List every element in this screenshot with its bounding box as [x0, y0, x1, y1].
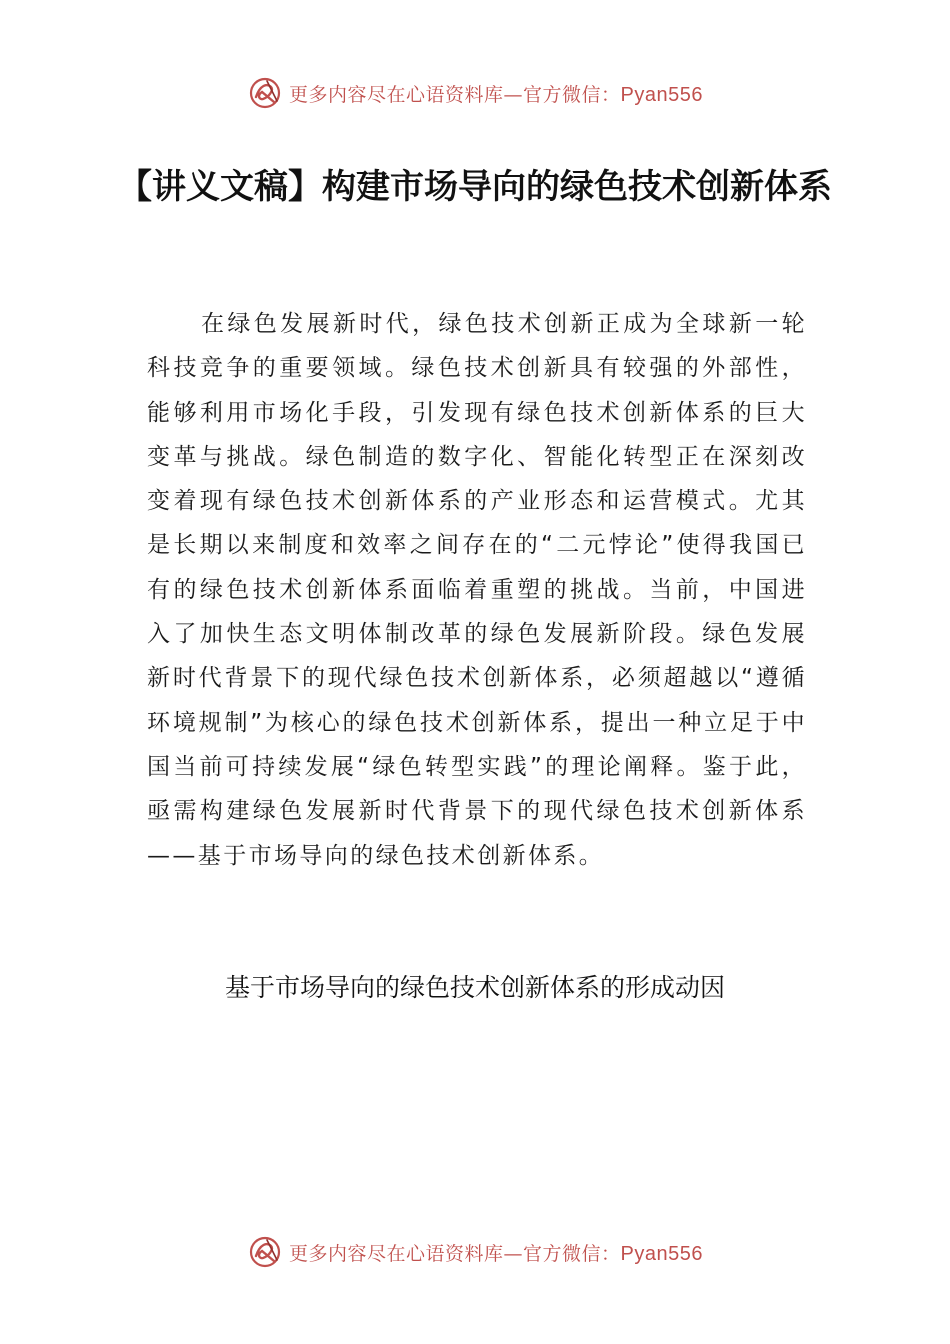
footer-banner-text: 更多内容尽在心语资料库—官方微信：Pyan556: [289, 1242, 703, 1265]
header-banner-text: 更多内容尽在心语资料库—官方微信：Pyan556: [289, 83, 703, 106]
section-heading: 基于市场导向的绿色技术创新体系的形成动因: [224, 973, 725, 1002]
footer-wechat-id: Pyan556: [620, 1242, 703, 1265]
header-wechat-id: Pyan556: [620, 83, 703, 106]
document-title: 【讲义文稿】构建市场导向的绿色技术创新体系: [118, 167, 832, 207]
signature-seal-icon: [247, 1234, 283, 1270]
footer-banner: [0, 1232, 950, 1272]
body-paragraph: 在绿色发展新时代，绿色技术创新正成为全球新一轮科技竞争的重要领域。绿色技术创新具有较强的外部性，能够利用市场化手段，引发现有绿色技术创新体系的巨大变革与挑战。绿色制造的数字化、智能化转型正在深刻改变着现有绿色技术创新体系的产业形态和运营模式。尤其是长期以来制度和效率之间存在的“二元悖论”使得我国已有的绿色技术创新体系面临着重塑的挑战。当前，中国进入了加快生态文明体制改革的绿色发展新阶段。绿色发展新时代背景下的现代绿色技术创新体系，必须超越以“遵循环境规制”为核心的绿色技术创新体系，提出一种立足于中国当前可持续发展“绿色转型实践”的理论阐释。鉴于此，亟需构建绿色发展新时代背景下的现代绿色技术创新体系——基于市场导向的绿色技术创新体系。: [147, 311, 807, 869]
header-banner: [0, 73, 950, 113]
signature-seal-icon: [247, 75, 283, 111]
